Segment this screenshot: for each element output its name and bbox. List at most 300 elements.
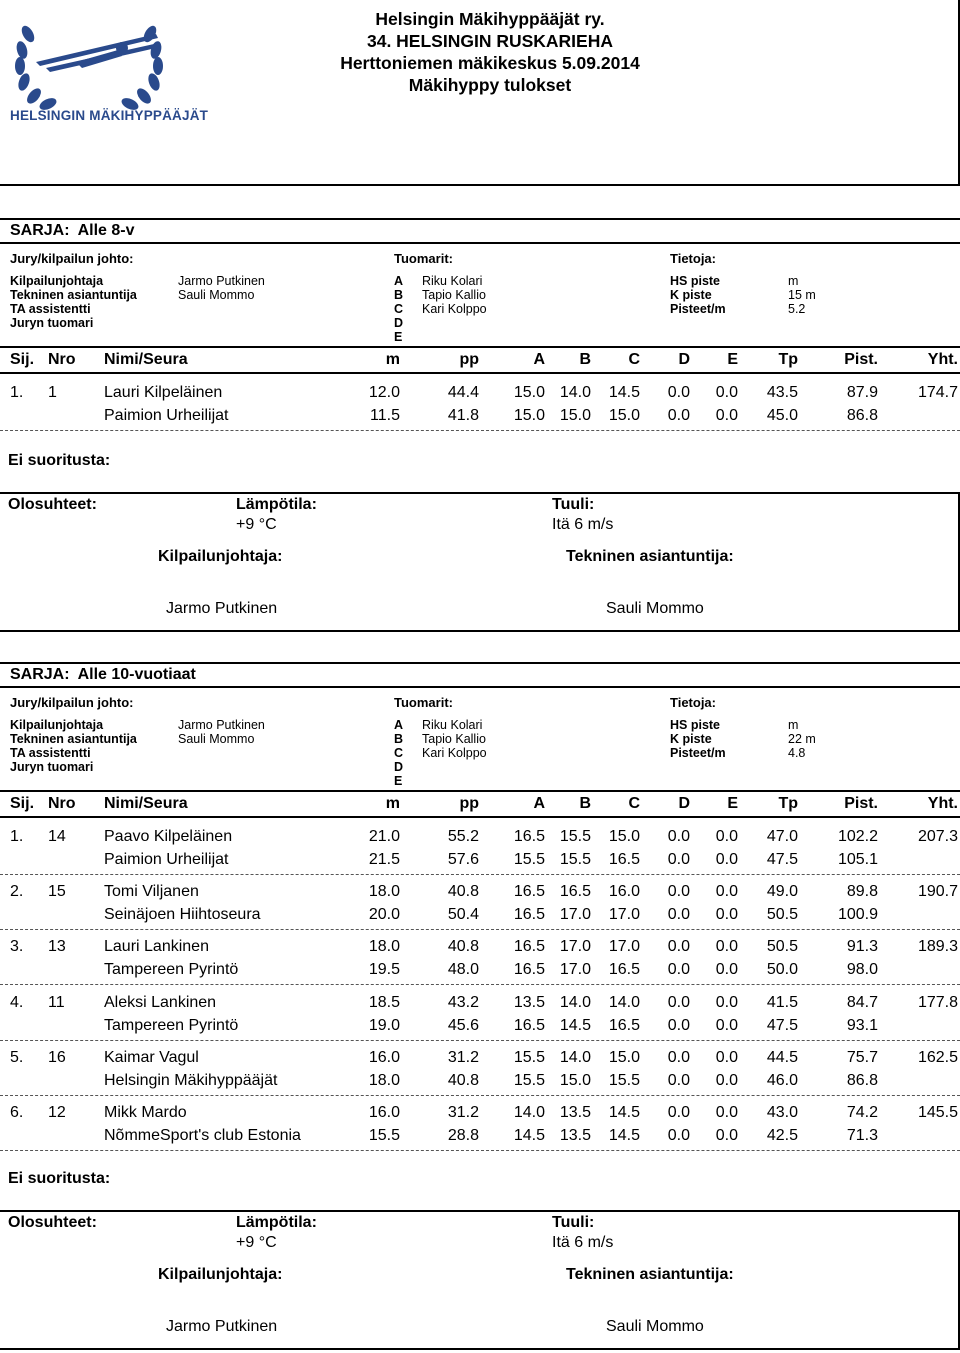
result-row-jump2 <box>0 904 960 926</box>
temperature-value: +9 °C <box>236 1234 277 1251</box>
judge-d: 0.0 <box>667 906 690 924</box>
total-points: 190.7 <box>917 883 958 901</box>
sarja-label: SARJA: <box>10 222 70 239</box>
jump-points: 91.3 <box>846 938 878 956</box>
conditions-label: Olosuhteet: <box>8 1214 97 1231</box>
judge-c: 15.0 <box>608 1048 640 1066</box>
title-line-2: 34. HELSINGIN RUSKARIEHA <box>366 31 613 51</box>
judge-b: 14.0 <box>559 1048 591 1066</box>
col-name-header: Nimi/Seura <box>104 795 188 812</box>
judge-b-name: Tapio Kallio <box>422 288 486 302</box>
result-row-jump1 <box>0 936 960 958</box>
judge-letter-d: D <box>394 316 404 330</box>
sarja-label: SARJA: <box>10 666 70 683</box>
result-row-jump1 <box>0 382 960 404</box>
total-points: 189.3 <box>917 938 958 956</box>
style-points: 47.0 <box>766 828 798 845</box>
judge-c-name: Kari Kolppo <box>422 302 487 316</box>
no-result-label: Ei suoritusta: <box>8 452 111 469</box>
rank: 1. <box>10 828 24 845</box>
distance: 16.0 <box>368 1048 400 1066</box>
result-row-jump1 <box>0 992 960 1014</box>
distance: 11.5 <box>370 407 400 424</box>
bib-number: 14 <box>48 828 66 845</box>
club-name: Paimion Urheilijat <box>104 851 229 868</box>
judge-a-name: Riku Kolari <box>422 718 483 732</box>
style-points: 47.5 <box>766 1016 798 1034</box>
judge-c: 16.5 <box>608 851 640 868</box>
result-row-jump1 <box>0 826 960 848</box>
judge-c: 14.5 <box>608 384 640 401</box>
info-row <box>0 288 960 302</box>
wind-value: Itä 6 m/s <box>552 1234 614 1251</box>
judge-a-name: Riku Kolari <box>422 274 483 288</box>
info-row <box>0 718 960 732</box>
judge-d: 0.0 <box>667 993 690 1011</box>
col-b-header: B <box>579 351 591 368</box>
judge-c: 17.0 <box>608 906 640 924</box>
athlete-name: Lauri Kilpeläinen <box>104 384 223 401</box>
col-nro-header: Nro <box>48 795 76 812</box>
judge-a: 16.5 <box>513 883 545 901</box>
style-points: 50.0 <box>766 961 798 979</box>
col-m-header: m <box>385 351 400 368</box>
judge-d: 0.0 <box>667 407 690 424</box>
result-row-jump2 <box>0 959 960 981</box>
style-points: 41.5 <box>766 993 798 1011</box>
style-points: 42.5 <box>766 1127 798 1144</box>
jump-points: 102.2 <box>837 828 878 845</box>
judge-d: 0.0 <box>667 1048 690 1066</box>
temperature-value: +9 °C <box>236 516 277 533</box>
judge-b: 17.0 <box>559 938 591 956</box>
distance: 18.0 <box>368 1071 400 1089</box>
rank: 3. <box>10 938 24 956</box>
points-distance: 41.8 <box>447 407 479 424</box>
judge-d: 0.0 <box>667 384 690 401</box>
tekninen-sign-name: Sauli Mommo <box>606 1318 704 1335</box>
rank: 5. <box>10 1048 24 1066</box>
judge-e: 0.0 <box>715 883 738 901</box>
style-points: 50.5 <box>766 906 798 924</box>
judge-e: 0.0 <box>715 961 738 979</box>
distance: 19.5 <box>368 961 400 979</box>
total-points: 162.5 <box>917 1048 958 1066</box>
judge-a: 15.0 <box>513 384 545 401</box>
judge-b: 15.0 <box>559 1071 591 1089</box>
judge-d: 0.0 <box>667 1016 690 1034</box>
result-row-jump2 <box>0 1070 960 1092</box>
judge-c: 16.5 <box>608 961 640 979</box>
col-yht-header: Yht. <box>927 351 958 368</box>
points-distance: 40.8 <box>447 883 479 901</box>
jump-points: 74.2 <box>846 1104 878 1121</box>
col-pp-header: pp <box>459 351 479 368</box>
judge-b: 15.5 <box>559 851 591 868</box>
judge-letter-e: E <box>394 774 403 788</box>
judge-b: 16.5 <box>559 883 591 901</box>
col-b-header: B <box>579 795 591 812</box>
judge-letter-d: D <box>394 760 404 774</box>
conditions-label: Olosuhteet: <box>8 496 97 513</box>
judge-d: 0.0 <box>667 961 690 979</box>
pisteet-label: Pisteet/m <box>670 746 726 760</box>
club-name: Tampereen Pyrintö <box>104 1016 239 1034</box>
judge-e: 0.0 <box>715 828 738 845</box>
judge-d: 0.0 <box>667 1127 690 1144</box>
col-sij-header: Sij. <box>10 795 35 812</box>
row-separator <box>0 874 960 875</box>
distance: 20.0 <box>368 906 400 924</box>
conditions-box <box>0 492 960 632</box>
kilpailunjohtaja-sign-name: Jarmo Putkinen <box>166 600 278 617</box>
col-d-header: D <box>678 351 690 368</box>
col-e-header: E <box>727 351 738 368</box>
col-a-header: A <box>533 795 545 812</box>
jump-points: 100.9 <box>837 906 878 924</box>
title-line-1: Helsingin Mäkihyppääjät ry. <box>375 9 605 29</box>
style-points: 43.0 <box>766 1104 798 1121</box>
judge-letter-b: B <box>394 732 404 746</box>
jump-points: 86.8 <box>846 1071 878 1089</box>
info-row <box>0 760 960 774</box>
sarja-bar <box>0 218 960 244</box>
athlete-name: Tomi Viljanen <box>104 883 199 901</box>
pisteet-value: 4.8 <box>788 746 806 760</box>
rank: 2. <box>10 883 24 901</box>
jump-points: 105.1 <box>837 851 878 868</box>
jump-points: 89.8 <box>846 883 878 901</box>
judge-b: 13.5 <box>559 1127 591 1144</box>
judge-e: 0.0 <box>715 407 738 424</box>
tekninen-sign-label: Tekninen asiantuntija: <box>566 548 734 565</box>
title-line-3: Herttoniemen mäkikeskus 5.09.2014 <box>340 53 640 73</box>
jump-points: 98.0 <box>846 961 878 979</box>
row-separator <box>0 1040 960 1041</box>
judge-d: 0.0 <box>667 1071 690 1089</box>
k-value: 15 m <box>788 288 816 302</box>
athlete-name: Lauri Lankinen <box>104 938 209 956</box>
judge-d: 0.0 <box>667 1104 690 1121</box>
jury-heading: Jury/kilpailun johto: <box>10 251 134 266</box>
tekninen-label: Tekninen asiantuntija <box>10 288 137 302</box>
judge-e: 0.0 <box>715 851 738 868</box>
no-result-label: Ei suoritusta: <box>8 1170 111 1187</box>
hs-value: m <box>788 274 799 288</box>
judge-c-name: Kari Kolppo <box>422 746 487 760</box>
info-row <box>0 316 960 330</box>
juryn-label: Juryn tuomari <box>10 760 94 774</box>
kilpailunjohtaja-label: Kilpailunjohtaja <box>10 718 104 732</box>
jump-points: 86.8 <box>846 407 878 424</box>
judge-a: 15.5 <box>513 1048 545 1066</box>
points-distance: 48.0 <box>447 961 479 979</box>
athlete-name: Mikk Mardo <box>104 1104 187 1121</box>
style-points: 50.5 <box>766 938 798 956</box>
club-name: Seinäjoen Hiihtoseura <box>104 906 261 924</box>
bib-number: 13 <box>48 938 66 956</box>
bib-number: 15 <box>48 883 66 901</box>
judge-b: 17.0 <box>559 961 591 979</box>
results-header <box>0 790 960 818</box>
info-row <box>0 696 960 710</box>
judge-a: 15.5 <box>513 851 545 868</box>
judge-b: 14.0 <box>559 993 591 1011</box>
distance: 21.0 <box>368 828 400 845</box>
judge-e: 0.0 <box>715 1127 738 1144</box>
jump-points: 75.7 <box>846 1048 878 1066</box>
row-separator <box>0 984 960 985</box>
bib-number: 1 <box>48 384 57 401</box>
points-distance: 28.8 <box>447 1127 479 1144</box>
document-title <box>200 8 780 96</box>
judge-c: 15.5 <box>608 1071 640 1089</box>
col-yht-header: Yht. <box>927 795 958 812</box>
row-separator <box>0 1150 960 1151</box>
judge-b-name: Tapio Kallio <box>422 732 486 746</box>
info-row <box>0 274 960 288</box>
col-sij-header: Sij. <box>10 351 35 368</box>
judge-c: 14.5 <box>608 1127 640 1144</box>
col-nro-header: Nro <box>48 351 76 368</box>
ta-label: TA assistentti <box>10 746 91 760</box>
judge-a: 13.5 <box>513 993 545 1011</box>
info-row <box>0 774 960 788</box>
sarja-name: Alle 10-vuotiaat <box>77 666 196 683</box>
row-separator <box>0 430 960 431</box>
style-points: 47.5 <box>766 851 798 868</box>
judge-d: 0.0 <box>667 883 690 901</box>
distance: 19.0 <box>368 1016 400 1034</box>
col-m-header: m <box>385 795 400 812</box>
page-header <box>0 0 960 186</box>
result-row-jump1 <box>0 1102 960 1124</box>
distance: 18.0 <box>368 883 400 901</box>
judge-b: 15.5 <box>559 828 591 845</box>
info-row <box>0 746 960 760</box>
jump-points: 93.1 <box>846 1016 878 1034</box>
pisteet-value: 5.2 <box>788 302 806 316</box>
distance: 12.0 <box>368 384 400 401</box>
col-tp-header: Tp <box>778 795 798 812</box>
kilpailunjohtaja-value: Jarmo Putkinen <box>178 274 265 288</box>
rank: 4. <box>10 993 24 1011</box>
kilpailunjohtaja-sign-name: Jarmo Putkinen <box>166 1318 278 1335</box>
judge-e: 0.0 <box>715 906 738 924</box>
result-row-jump2 <box>0 1015 960 1037</box>
info-row <box>0 330 960 344</box>
jump-points: 84.7 <box>846 993 878 1011</box>
judge-d: 0.0 <box>667 938 690 956</box>
temperature-label: Lämpötila: <box>236 1214 317 1231</box>
judge-letter-a: A <box>394 718 404 732</box>
col-pist-header: Pist. <box>844 795 878 812</box>
jury-heading: Jury/kilpailun johto: <box>10 695 134 710</box>
judge-e: 0.0 <box>715 1071 738 1089</box>
judge-c: 17.0 <box>608 938 640 956</box>
distance: 18.0 <box>368 938 400 956</box>
judge-a: 16.5 <box>513 828 545 845</box>
club-name: NõmmeSport's club Estonia <box>104 1127 301 1144</box>
col-c-header: C <box>628 351 640 368</box>
judge-a: 16.5 <box>513 938 545 956</box>
k-label: K piste <box>670 732 712 746</box>
points-distance: 31.2 <box>447 1048 479 1066</box>
distance: 16.0 <box>368 1104 400 1121</box>
club-name: Helsingin Mäkihyppääjät <box>104 1071 278 1089</box>
judge-a: 16.5 <box>513 1016 545 1034</box>
judge-b: 17.0 <box>559 906 591 924</box>
wind-value: Itä 6 m/s <box>552 516 614 533</box>
result-row-jump2 <box>0 1125 960 1147</box>
distance: 18.5 <box>368 993 400 1011</box>
info-row <box>0 732 960 746</box>
ta-label: TA assistentti <box>10 302 91 316</box>
pisteet-label: Pisteet/m <box>670 302 726 316</box>
style-points: 45.0 <box>766 407 798 424</box>
info-row <box>0 252 960 266</box>
info-row <box>0 302 960 316</box>
info-heading: Tietoja: <box>670 695 716 710</box>
judge-letter-c: C <box>394 746 404 760</box>
total-points: 177.8 <box>917 993 958 1011</box>
rank: 6. <box>10 1104 24 1121</box>
judge-d: 0.0 <box>667 828 690 845</box>
judge-letter-c: C <box>394 302 404 316</box>
judge-e: 0.0 <box>715 1104 738 1121</box>
col-name-header: Nimi/Seura <box>104 351 188 368</box>
athlete-name: Paavo Kilpeläinen <box>104 828 233 845</box>
distance: 15.5 <box>368 1127 400 1144</box>
judge-e: 0.0 <box>715 1016 738 1034</box>
points-distance: 43.2 <box>447 993 479 1011</box>
bib-number: 16 <box>48 1048 66 1066</box>
style-points: 43.5 <box>766 384 798 401</box>
judge-e: 0.0 <box>715 1048 738 1066</box>
tekninen-sign-label: Tekninen asiantuntija: <box>566 1266 734 1283</box>
col-d-header: D <box>678 795 690 812</box>
tekninen-value: Sauli Mommo <box>178 288 255 302</box>
style-points: 49.0 <box>766 883 798 901</box>
kilpailunjohtaja-value: Jarmo Putkinen <box>178 718 265 732</box>
judge-a: 15.0 <box>513 407 545 424</box>
bib-number: 11 <box>48 993 65 1011</box>
tekninen-label: Tekninen asiantuntija <box>10 732 137 746</box>
info-heading: Tietoja: <box>670 251 716 266</box>
athlete-name: Kaimar Vagul <box>104 1048 199 1066</box>
points-distance: 57.6 <box>447 851 479 868</box>
tekninen-value: Sauli Mommo <box>178 732 255 746</box>
judge-a: 14.0 <box>513 1104 545 1121</box>
judges-heading: Tuomarit: <box>394 695 453 710</box>
hs-value: m <box>788 718 799 732</box>
judge-d: 0.0 <box>667 851 690 868</box>
points-distance: 31.2 <box>447 1104 479 1121</box>
judge-c: 14.0 <box>608 993 640 1011</box>
judge-c: 14.5 <box>608 1104 640 1121</box>
col-e-header: E <box>727 795 738 812</box>
club-name: Tampereen Pyrintö <box>104 961 239 979</box>
judges-heading: Tuomarit: <box>394 251 453 266</box>
judge-a: 15.5 <box>513 1071 545 1089</box>
col-tp-header: Tp <box>778 351 798 368</box>
result-row-jump2 <box>0 405 960 427</box>
total-points: 145.5 <box>917 1104 958 1121</box>
col-pist-header: Pist. <box>844 351 878 368</box>
judge-letter-e: E <box>394 330 403 344</box>
points-distance: 40.8 <box>447 1071 479 1089</box>
col-pp-header: pp <box>459 795 479 812</box>
wind-label: Tuuli: <box>552 1214 595 1231</box>
points-distance: 55.2 <box>447 828 479 845</box>
col-a-header: A <box>533 351 545 368</box>
points-distance: 44.4 <box>447 384 479 401</box>
row-separator <box>0 929 960 930</box>
distance: 21.5 <box>368 851 400 868</box>
points-distance: 45.6 <box>447 1016 479 1034</box>
kilpailunjohtaja-sign-label: Kilpailunjohtaja: <box>158 1266 283 1283</box>
points-distance: 40.8 <box>447 938 479 956</box>
k-label: K piste <box>670 288 712 302</box>
hs-label: HS piste <box>670 274 721 288</box>
judge-letter-a: A <box>394 274 404 288</box>
jump-points: 87.9 <box>846 384 878 401</box>
k-value: 22 m <box>788 732 816 746</box>
judge-c: 16.5 <box>608 1016 640 1034</box>
kilpailunjohtaja-sign-label: Kilpailunjohtaja: <box>158 548 283 565</box>
judge-e: 0.0 <box>715 938 738 956</box>
judge-b: 15.0 <box>559 407 591 424</box>
judge-b: 14.0 <box>559 384 591 401</box>
kilpailunjohtaja-label: Kilpailunjohtaja <box>10 274 104 288</box>
tekninen-sign-name: Sauli Mommo <box>606 600 704 617</box>
rank: 1. <box>10 384 24 401</box>
jump-points: 71.3 <box>846 1127 878 1144</box>
judge-c: 15.0 <box>608 828 640 845</box>
title-line-4: Mäkihyppy tulokset <box>408 75 572 95</box>
judge-a: 16.5 <box>513 906 545 924</box>
judge-b: 14.5 <box>559 1016 591 1034</box>
judge-a: 16.5 <box>513 961 545 979</box>
juryn-label: Juryn tuomari <box>10 316 94 330</box>
sarja-name: Alle 8-v <box>77 222 135 239</box>
logo-wordmark: HELSINGIN MÄKIHYPPÄÄJÄT <box>10 108 209 123</box>
club-name: Paimion Urheilijat <box>104 407 229 424</box>
total-points: 207.3 <box>917 828 958 845</box>
judge-b: 13.5 <box>559 1104 591 1121</box>
judge-a: 14.5 <box>513 1127 545 1144</box>
result-row-jump1 <box>0 1047 960 1069</box>
conditions-box <box>0 1210 960 1350</box>
style-points: 44.5 <box>766 1048 798 1066</box>
row-separator <box>0 1095 960 1096</box>
athlete-name: Aleksi Lankinen <box>104 993 217 1011</box>
bib-number: 12 <box>48 1104 66 1121</box>
sarja-bar <box>0 662 960 688</box>
hs-label: HS piste <box>670 718 721 732</box>
temperature-label: Lämpötila: <box>236 496 317 513</box>
result-row-jump1 <box>0 881 960 903</box>
judge-c: 16.0 <box>608 883 640 901</box>
total-points: 174.7 <box>917 384 958 401</box>
style-points: 46.0 <box>766 1071 798 1089</box>
judge-c: 15.0 <box>608 407 640 424</box>
col-c-header: C <box>628 795 640 812</box>
judge-letter-b: B <box>394 288 404 302</box>
results-header <box>0 346 960 374</box>
judge-e: 0.0 <box>715 384 738 401</box>
judge-e: 0.0 <box>715 993 738 1011</box>
